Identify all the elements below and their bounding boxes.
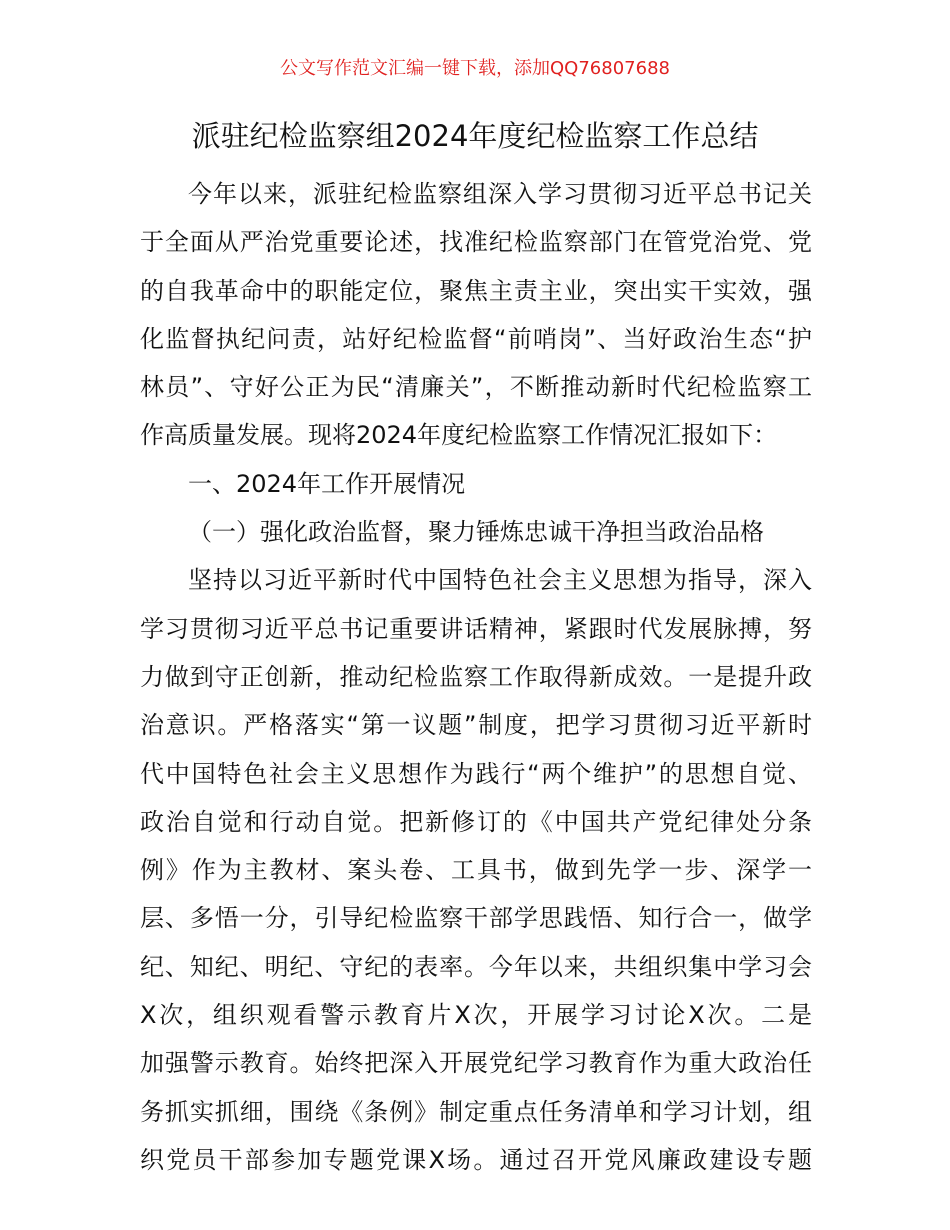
document-title: 派驻纪检监察组2024年度纪检监察工作总结 [191,119,759,153]
body-line: 加强警示教育。始终把深入开展党纪学习教育作为重大政治任 [140,1049,812,1078]
body-line: 的自我革命中的职能定位，聚焦主责主业，突出实干实效，强 [140,276,812,305]
body-line: 作高质量发展。现将2024年度纪检监察工作情况汇报如下： [140,421,778,450]
body-line: 学习贯彻习近平总书记重要讲话精神，紧跟时代发展脉搏，努 [140,614,812,643]
body-line: 织党员干部参加专题党课X场。通过召开党风廉政建设专题 [140,1145,812,1174]
body-line: 力做到守正创新，推动纪检监察工作取得新成效。一是提升政 [140,662,812,691]
document-body [140,170,812,1184]
body-line: 例》作为主教材、案头卷、工具书，做到先学一步、深学一 [140,856,812,885]
body-line: 治意识。严格落实“第一议题”制度，把学习贯彻习近平新时 [140,711,812,740]
body-line: 代中国特色社会主义思想作为践行“两个维护”的思想自觉、 [140,759,812,788]
body-line: 坚持以习近平新时代中国特色社会主义思想为指导，深入 [188,566,812,595]
body-line: 于全面从严治党重要论述，找准纪检监察部门在管党治党、党 [140,228,812,257]
body-line: 政治自觉和行动自觉。把新修订的《中国共产党纪律处分条 [140,807,812,836]
download-banner: 公文写作范文汇编一键下载，添加QQ76807688 [280,58,670,79]
body-line: 化监督执纪问责，站好纪检监督“前哨岗”、当好政治生态“护 [140,324,812,353]
subsection-heading: （一）强化政治监督，聚力锤炼忠诚干净担当政治品格 [188,518,764,547]
body-line: 林员”、守好公正为民“清廉关”，不断推动新时代纪检监察工 [140,373,812,402]
body-line: 纪、知纪、明纪、守纪的表率。今年以来，共组织集中学习会 [140,952,812,981]
body-line: 务抓实抓细，围绕《条例》制定重点任务清单和学习计划，组 [140,1097,812,1126]
body-line: 层、多悟一分，引导纪检监察干部学思践悟、知行合一，做学 [140,904,812,933]
section-heading: 一、2024年工作开展情况 [188,469,466,498]
body-line: 今年以来，派驻纪检监察组深入学习贯彻习近平总书记关 [188,180,812,208]
body-line: X次，组织观看警示教育片X次，开展学习讨论X次。二是 [140,1001,812,1030]
